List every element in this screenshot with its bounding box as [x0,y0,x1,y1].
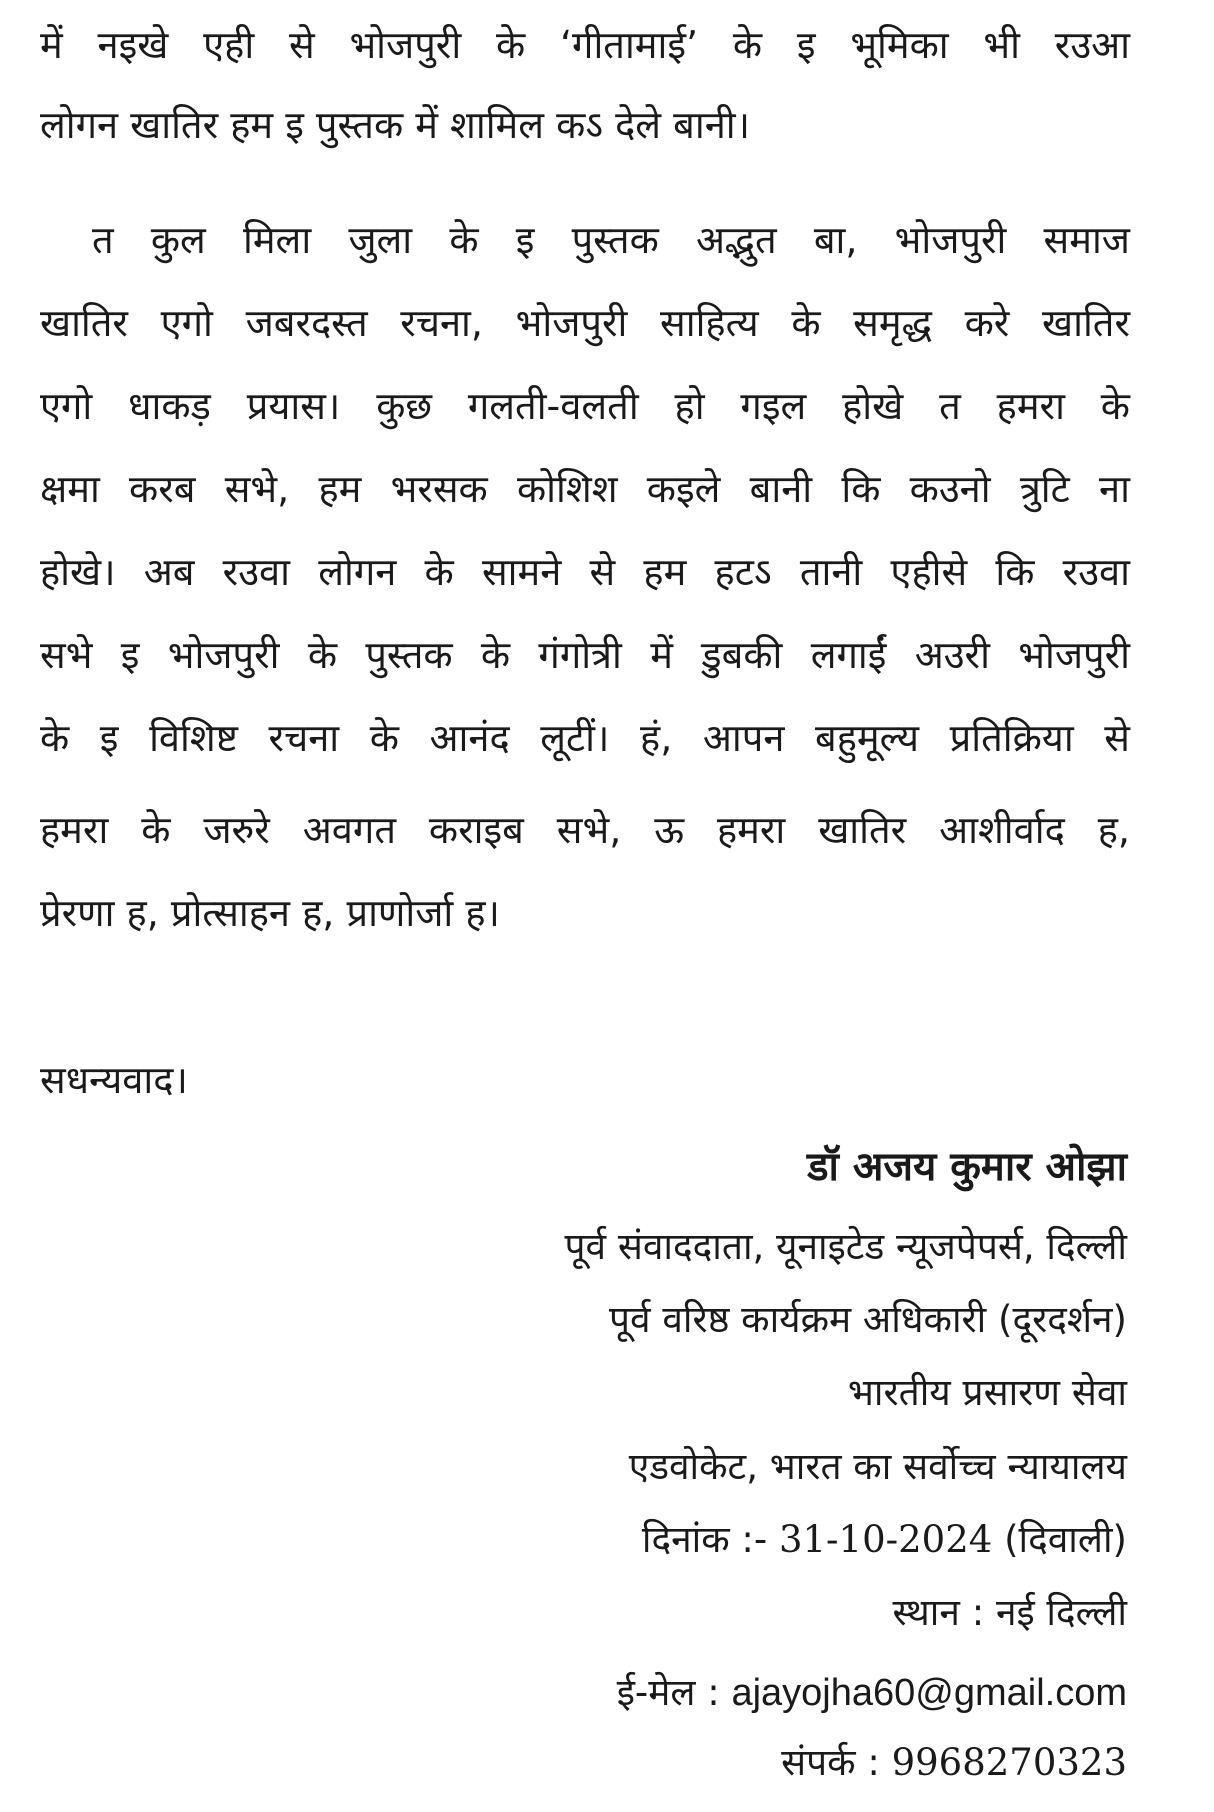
phone-label: संपर्क : [781,1741,880,1784]
author-role: भारतीय प्रसारण सेवा [847,1371,1127,1414]
text-line: प्रेरणा ह, प्रोत्साहन ह, प्राणोर्जा ह। [40,891,500,935]
text-line: सभे इ भोजपुरी के पुस्तक के गंगोत्री में डुबकी लगाईं अउरी भोजपुरी [40,633,1130,677]
author-role: पूर्व वरिष्ठ कार्यक्रम अधिकारी (दूरदर्शन) [608,1298,1127,1341]
phone-number: 9968270323 [891,1741,1127,1784]
text-line: खातिर एगो जबरदस्त रचना, भोजपुरी साहित्य के समृद्ध करे खातिर [40,301,1130,345]
author-role: पूर्व संवाददाता, यूनाइटेड न्यूजपेपर्स, दिल्ली [564,1225,1127,1268]
text-line: हमरा के जरुरे अवगत कराइब सभे, ऊ हमरा खातिर आशीर्वाद ह, [40,808,1130,852]
place-label: स्थान : [892,1591,985,1634]
place-line [893,1583,1127,1643]
email-line [617,1663,1127,1723]
text-line: लोगन खातिर हम इ पुस्तक में शामिल कऽ देले बानी। [40,103,751,147]
author-role: एडवोकेट, भारत का सर्वोच्च न्यायालय [628,1445,1127,1488]
date-label: दिनांक :- [641,1518,768,1561]
text-line: क्षमा करब सभे, हम भरसक कोशिश कइले बानी कि कउनो त्रुटि ना [40,467,1130,511]
text-line: में नइखे एही से भोजपुरी के ‘गीतामाई’ के इ भूमिका भी रउआ [40,23,1130,67]
phone-line [781,1733,1127,1793]
email-address[interactable]: ajayojha60@gmail.com [731,1672,1127,1714]
closing-thanks: सधन्यवाद। [40,1058,188,1102]
email-label: ई-मेल : [616,1671,720,1714]
text-line: एगो धाकड़ प्रयास। कुछ गलती-वलती हो गइल होखे त हमरा के [40,384,1130,428]
text-line: के इ विशिष्ट रचना के आनंद लूटीं। हं, आपन बहुमूल्य प्रतिक्रिया से [40,716,1130,760]
text-line: होखे। अब रउवा लोगन के सामने से हम हटऽ तानी एहीसे कि रउवा [40,550,1130,594]
date-value: 31-10-2024 [778,1518,993,1561]
date-line [642,1510,1127,1570]
date-note: (दिवाली) [1004,1518,1127,1561]
text-line: त कुल मिला जुला के इ पुस्तक अद्भुत बा, भोजपुरी समाज [92,218,1130,262]
place-value: नई दिल्ली [995,1591,1127,1634]
author-name: डॉ अजय कुमार ओझा [807,1144,1127,1190]
